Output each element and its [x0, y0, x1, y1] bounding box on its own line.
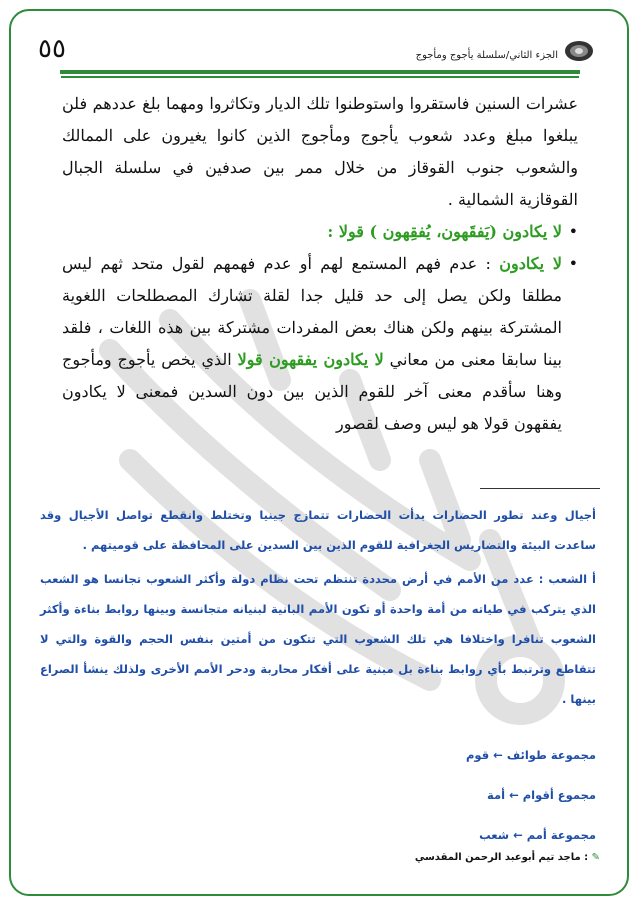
list-item: مجموع أقوام ← أمة [487, 788, 596, 802]
pen-icon: ✎ [591, 852, 600, 863]
term-yakadun-yafqahun: لا يكادون يفقهون قولا [237, 350, 384, 369]
author-name: : ماجد تيم أبوعبد الرحمن المقدسي [414, 852, 589, 863]
page-number: ٥٥ [38, 34, 66, 64]
header-rule [60, 70, 580, 74]
author-credit [415, 852, 600, 863]
bullet-dot: • [568, 254, 578, 273]
main-text [62, 88, 578, 440]
bullet-item-2 [62, 248, 578, 440]
series-logo-icon [564, 40, 594, 62]
definition-list [466, 740, 596, 860]
term-yakadun: لا يكادون [499, 254, 563, 273]
arrow-left-icon: ← [509, 788, 519, 802]
list-item: مجموعة أمم ← شعب [479, 828, 596, 842]
footnote-separator [480, 488, 600, 489]
arrow-left-icon: ← [513, 828, 523, 842]
paragraph-1: عشرات السنين فاستقروا واستوطنوا تلك الديار وتكاثروا ومهما بلغ عددهم فلن يبلغوا مبلغ وعدد شعوب يأجوج ومأجوج الذين كانوا يغيرون على الممالك والشعوب جنوب القوقاز من خلال ممر بين صدفين في سلسلة الجبال القوقازية الشمالية . [62, 94, 579, 209]
bullet-item-1 [62, 216, 578, 248]
bullet-2-text-1: : عدم فهم المستمع لهم أو عدم فهمهم لقول متحد ثهم ليس مطلقا ولكن يصل إلى حد قليل جدا لقلة تشارك المصطلحات اللغوية المشتركة بينهم ولكن هناك بعض المفردات مشتركة بين هذه اللغات ، فلقد بينا سابقا معنى من معاني [62, 254, 563, 369]
footnote-1: أجيال وعند تطور الحضارات بدأت الحضارات تتمازج جينيا وتختلط وانقطع تواصل الأجيال وقد ساعدت البيئة والتضاريس الجغرافية للقوم الذين بين السدين على المحافظة على قوميتهم . [40, 508, 596, 552]
list-item: مجموعة طوائف ← قوم [465, 748, 596, 762]
bullet-dot: • [568, 222, 578, 241]
arrow-left-icon: ← [493, 748, 503, 762]
footnotes [40, 500, 596, 718]
bullet-2-text-2: الذي يخص يأجوج ومأجوج وهنا سأقدم معنى آخر للقوم الذين بين دون السدين فمعنى لا يكادون يفقهون قولا هو ليس وصف لقصور [62, 350, 563, 433]
heading-yakadun: لا يكادون (يَفقَهون، يُفقِهون ) قولا : [327, 222, 562, 241]
running-title: الجزء الثاني/سلسلة يأجوج ومأجوج [415, 50, 558, 61]
footnote-2: أ الشعب : عدد من الأمم في أرض محددة تنتظم تحت نظام دولة وأكثر الشعوب تجانسا هو الشعب الذي يتركب في طياته من أمة واحدة أو تكون الأمم البانية لبنيانه متجانسة وبينها روابط بناءة وأكثر الشعوب تنافرا واختلافا هي تلك الشعوب التي تتكون من أمتين بنفس الحجم والقوة والتي لا تتقاطع وترتبط بأي روابط بناءة بل مبنية على أفكار محاربة ودحر الأمم الأخرى ولذلك ينشأ الصراع بينها . [40, 572, 596, 706]
